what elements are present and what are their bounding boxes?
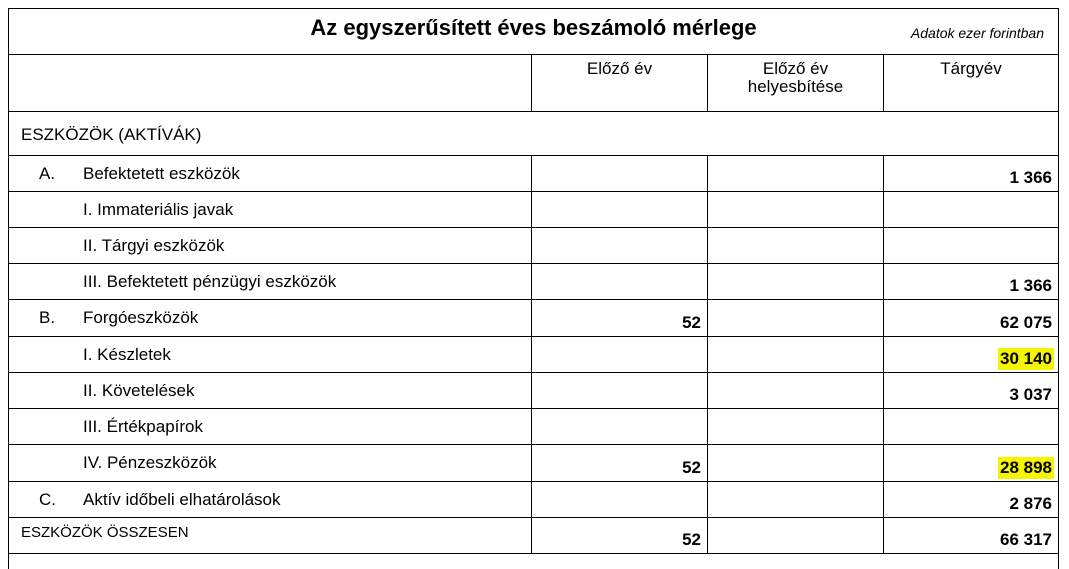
row-curr-value: 1 366 — [1009, 168, 1052, 187]
balance-sheet-table — [8, 8, 1059, 569]
row-corr-cell — [707, 264, 883, 299]
total-corr-cell — [707, 518, 883, 553]
row-prev-value: 52 — [682, 313, 701, 332]
total-prev-cell — [531, 518, 707, 553]
row-curr-cell — [883, 482, 1058, 517]
row-prev-cell — [531, 192, 707, 227]
row-prev-cell — [531, 228, 707, 263]
table-row — [9, 156, 1058, 192]
header-label-cell — [9, 54, 531, 111]
row-corr-cell — [707, 482, 883, 517]
row-corr-cell — [707, 300, 883, 336]
row-label-cell — [9, 264, 531, 299]
table-row — [9, 264, 1058, 300]
header-prev-year-correction: Előző év helyesbítése — [707, 54, 883, 111]
row-prev-cell — [531, 300, 707, 336]
row-label: IV. Pénzeszközök — [83, 453, 217, 472]
row-label-cell — [9, 409, 531, 444]
table-row — [9, 373, 1058, 409]
header-prev-year: Előző év — [531, 54, 707, 111]
row-label: I. Készletek — [83, 345, 171, 364]
row-letter: B. — [39, 308, 56, 327]
row-curr-value: 2 876 — [1009, 494, 1052, 513]
row-corr-cell — [707, 445, 883, 481]
row-corr-cell — [707, 409, 883, 444]
row-label: Befektetett eszközök — [83, 164, 240, 183]
row-curr-cell — [883, 264, 1058, 299]
row-corr-cell — [707, 337, 883, 372]
row-label-cell — [9, 228, 531, 263]
total-curr-cell — [883, 518, 1058, 553]
row-letter: A. — [39, 164, 56, 183]
section-title: ESZKÖZÖK (AKTÍVÁK) — [21, 125, 202, 144]
row-label: Forgóeszközök — [83, 308, 199, 327]
row-prev-cell — [531, 482, 707, 517]
row-prev-cell — [531, 156, 707, 191]
row-label: II. Tárgyi eszközök — [83, 236, 225, 255]
row-curr-cell — [883, 300, 1058, 336]
row-curr-value: 62 075 — [1000, 313, 1052, 332]
row-prev-cell — [531, 264, 707, 299]
row-label-cell — [9, 192, 531, 227]
row-curr-cell — [883, 156, 1058, 191]
row-corr-cell — [707, 156, 883, 191]
row-label-cell — [9, 445, 531, 481]
row-curr-cell — [883, 445, 1058, 481]
row-curr-value: 28 898 — [1000, 458, 1052, 477]
row-label-cell — [9, 373, 531, 408]
row-label: III. Értékpapírok — [83, 417, 203, 436]
column-header-row — [9, 54, 1058, 112]
row-label-cell — [9, 337, 531, 372]
total-prev-value: 52 — [682, 530, 701, 549]
row-label: I. Immateriális javak — [83, 200, 234, 219]
table-row — [9, 482, 1058, 518]
table-row — [9, 192, 1058, 228]
total-row — [9, 518, 1058, 554]
row-curr-cell — [883, 192, 1058, 227]
row-curr-cell — [883, 337, 1058, 372]
title-row — [9, 9, 1058, 55]
row-prev-cell — [531, 373, 707, 408]
row-curr-value: 30 140 — [1000, 349, 1052, 368]
row-letter: C. — [39, 490, 56, 509]
row-corr-cell — [707, 192, 883, 227]
table-row — [9, 337, 1058, 373]
row-label-cell — [9, 300, 531, 336]
total-curr-value: 66 317 — [1000, 530, 1052, 549]
row-curr-cell — [883, 228, 1058, 263]
row-prev-value: 52 — [682, 458, 701, 477]
section-header-row — [9, 112, 1058, 156]
table-row — [9, 300, 1058, 337]
page-title: Az egyszerűsített éves beszámoló mérlege — [310, 15, 757, 40]
row-prev-cell — [531, 445, 707, 481]
table-row — [9, 445, 1058, 482]
row-label: III. Befektetett pénzügyi eszközök — [83, 272, 337, 291]
row-corr-cell — [707, 228, 883, 263]
header-current-year: Tárgyév — [883, 54, 1058, 111]
row-curr-cell — [883, 373, 1058, 408]
row-corr-cell — [707, 373, 883, 408]
unit-note: Adatok ezer forintban — [910, 25, 1044, 41]
total-label-cell — [9, 518, 531, 553]
row-prev-cell — [531, 337, 707, 372]
table-row — [9, 409, 1058, 445]
table-row — [9, 228, 1058, 264]
row-label-cell — [9, 156, 531, 191]
total-label: ESZKÖZÖK ÖSSZESEN — [21, 524, 189, 541]
row-label: Aktív időbeli elhatárolások — [83, 490, 281, 509]
row-label: II. Követelések — [83, 381, 195, 400]
row-curr-cell — [883, 409, 1058, 444]
row-curr-value: 3 037 — [1009, 385, 1052, 404]
row-label-cell — [9, 482, 531, 517]
row-curr-value: 1 366 — [1009, 276, 1052, 295]
row-prev-cell — [531, 409, 707, 444]
